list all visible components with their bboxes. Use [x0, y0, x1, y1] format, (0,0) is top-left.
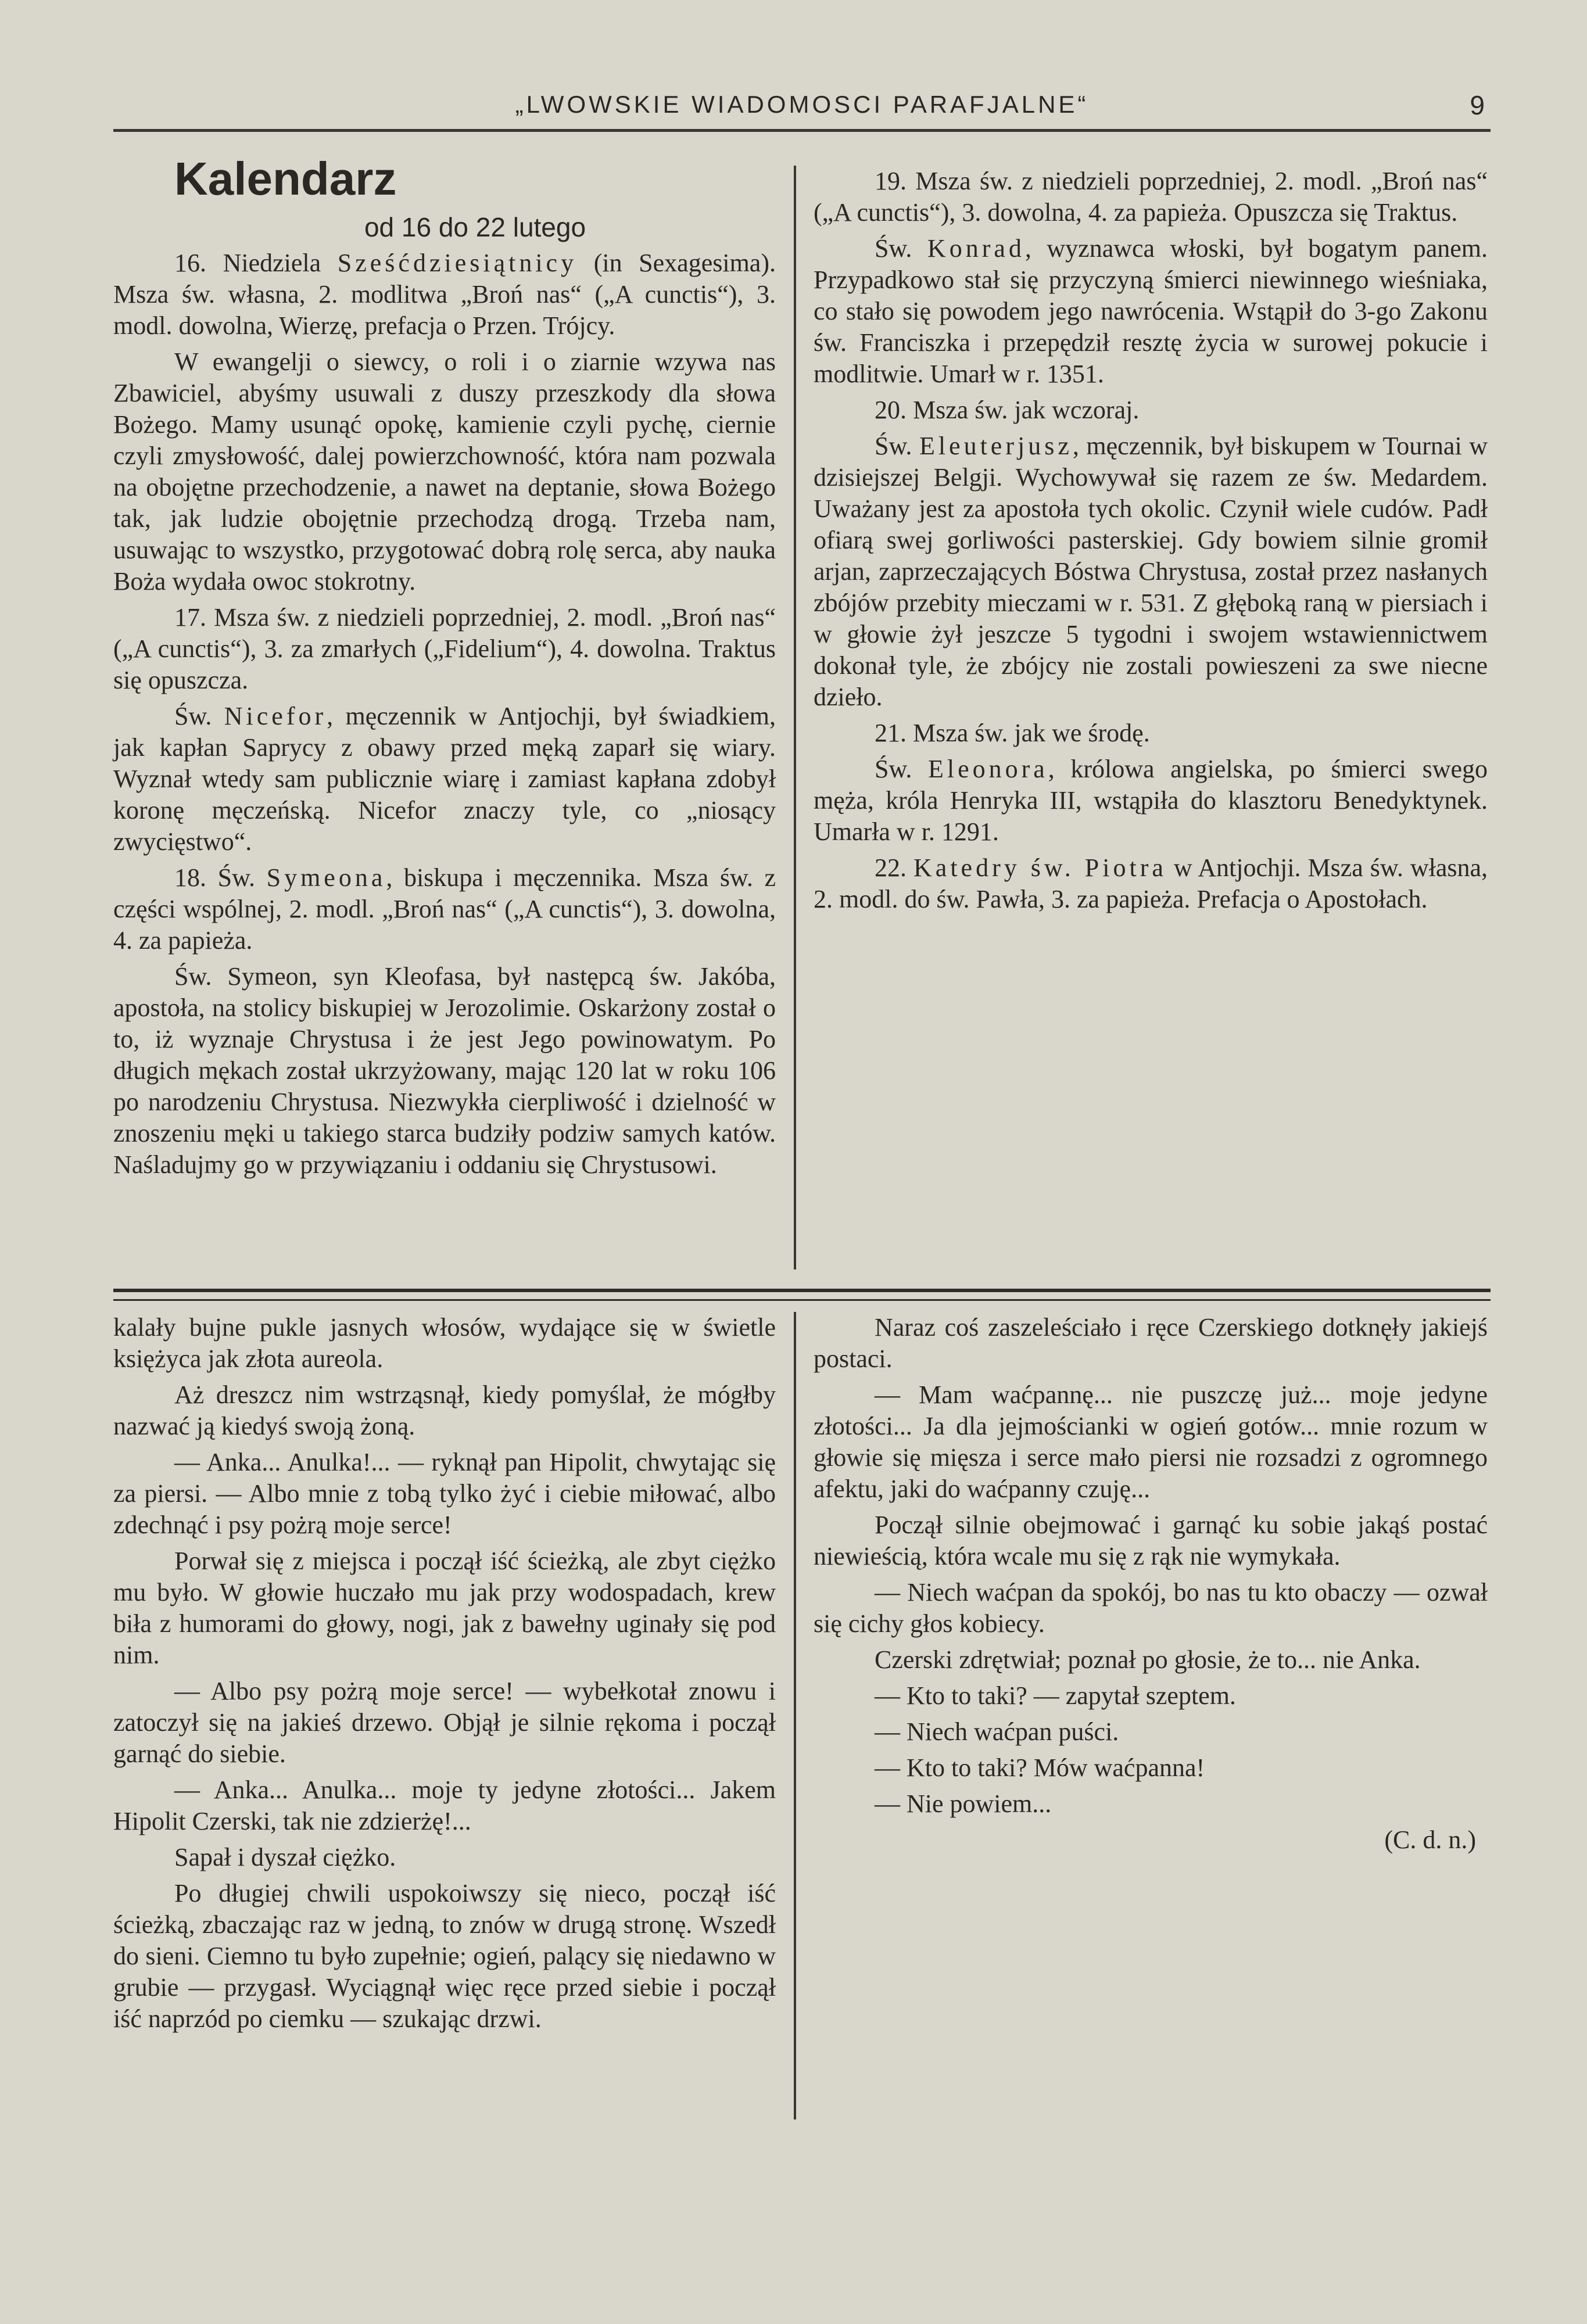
day-19-entry: 19. Msza św. z niedzieli poprzedniej, 2. modl. „Broń nas“ („A cunctis“), 3. dowolna, 4. za papieża. Opuszcza się Traktus.: [814, 167, 1488, 227]
story-paragraph: Po długiej chwili uspokoiwszy się nieco, począł iść ścieżką, zbaczając raz w jedną, to znów w drugą stronę. Wszedł do sieni. Ciemno tu było zupełnie; ogień, palący się niedawno w grubie — przygasł. Wyciągnął więc ręce przed siebie i począł iść naprzód po ciemku — szukając drzwi.: [113, 1879, 776, 2033]
story-paragraph: — Kto to taki? Mów waćpanna!: [875, 1753, 1205, 1782]
column-rule-bottom: [794, 1312, 796, 2119]
story-paragraph: kalały bujne pukle jasnych włosów, wydające się w świetle księżyca jak złota aureola.: [113, 1313, 776, 1373]
calendar-column-right: [814, 166, 1488, 920]
calendar-column-left: [113, 151, 776, 1185]
column-rule-top: [794, 166, 796, 1269]
to-be-continued: (C. d. n.): [1384, 1826, 1476, 1854]
story-paragraph: — Niech waćpan da spokój, bo nas tu kto obaczy — ozwał się cichy głos kobiecy.: [814, 1578, 1488, 1638]
story-paragraph: — Albo psy pożrą moje serce! — wybełkotał znowu i zatoczył się na jakieś drzewo. Objął je silnie rękoma i począł garnąć do siebie.: [113, 1677, 776, 1768]
story-paragraph: — Kto to taki? — zapytał szeptem.: [875, 1681, 1236, 1710]
calendar-subtitle: od 16 do 22 lutego: [364, 212, 586, 242]
story-paragraph: — Niech waćpan puści.: [875, 1717, 1119, 1746]
nicefor-entry: Św. Nicefor, męczennik w Antjochji, był świadkiem, jak kapłan Saprycy z obawy przed męką zaparł się wiary. Wyznał wtedy sam publicznie wiarę i zamiast kapłana zdobył koronę męczeńską. Nicefor znaczy tyle, co „niosący zwycięstwo“.: [113, 702, 776, 856]
story-paragraph: — Mam waćpannę... nie puszczę już... moje jedyne złotości... Ja dla jejmościanki w ogień gotów... mnie rozum w głowie się mięsza i serce mało piersi nie rozsadzi z ogromnego afektu, jaki do waćpanny czuję...: [814, 1380, 1488, 1503]
day-20-entry: 20. Msza św. jak wczoraj.: [875, 396, 1140, 424]
story-paragraph: — Nie powiem...: [875, 1789, 1052, 1818]
day-16-entry: 16. Niedziela Sześćdziesiątnicy (in Sexagesima). Msza św. własna, 2. modlitwa „Broń nas“ („A cunctis“), 3. modl. dowolna, Wierzę, prefacja o Przen. Trójcy.: [113, 249, 776, 340]
story-paragraph: Czerski zdrętwiał; poznał po głosie, że to... nie Anka.: [875, 1645, 1421, 1674]
day-21-entry: 21. Msza św. jak we środę.: [875, 719, 1150, 747]
story-column-right: [814, 1312, 1488, 1860]
symeon-entry: Św. Symeon, syn Kleofasa, był następcą św. Jakóba, apostoła, na stolicy biskupiej w Jerozolimie. Oskarżony został o to, iż wyznaje Chrystusa i że jest Jego powinowatym. Po długich mękach został ukrzyżowany, mając 120 lat w roku 106 po narodzeniu Chrystusa. Niezwykła cierpliwość i dzielność w znoszeniu męki u takiego starca budziły podziw samych katów. Naśladujmy go w przywiązaniu i oddaniu się Chrystusowi.: [113, 962, 776, 1179]
story-paragraph: Sapał i dyszał ciężko.: [174, 1843, 396, 1871]
story-column-left: [113, 1312, 776, 2039]
story-paragraph: — Anka... Anulka!... — ryknął pan Hipolit, chwytając się za piersi. — Albo mnie z tobą tylko żyć i ciebie miłować, albo zdechnąć i psy pożrą moje serce!: [113, 1448, 776, 1539]
story-paragraph: Aż dreszcz nim wstrząsnął, kiedy pomyślał, że mógłby nazwać ją kiedyś swoją żoną.: [113, 1380, 776, 1440]
story-paragraph: — Anka... Anulka... moje ty jedyne złotości... Jakem Hipolit Czerski, tak nie zdzierżę!...: [113, 1776, 776, 1835]
day-22-entry: 22. Katedry św. Piotra w Antjochji. Msza św. własna, 2. modl. do św. Pawła, 3. za papieża. Prefacja o Apostołach.: [814, 853, 1488, 913]
day-17-entry: 17. Msza św. z niedzieli poprzedniej, 2. modl. „Broń nas“ („A cunctis“), 3. za zmarłych („Fidelium“), 4. dowolna. Traktus się opuszcza.: [113, 603, 776, 694]
page-header: [113, 87, 1491, 132]
story-paragraph: Począł silnie obejmować i garnąć ku sobie jakąś postać niewieścią, która wcale mu się z rąk nie wymykała.: [814, 1511, 1488, 1570]
page-number: 9: [1470, 90, 1485, 120]
story-paragraph: Naraz coś zaszeleściało i ręce Czerskiego dotknęły jakiejś postaci.: [814, 1313, 1488, 1373]
day-18-entry: 18. Św. Symeona, biskupa i męczennika. Msza św. z części wspólnej, 2. modl. „Broń nas“ („A cunctis“), 3. dowolna, 4. za papieża.: [113, 863, 776, 955]
calendar-title: Kalendarz: [174, 153, 397, 205]
eleuterjusz-entry: Św. Eleuterjusz, męczennik, był biskupem w Tournai w dzisiejszej Belgji. Wychowywał się razem ze św. Medardem. Uważany jest za apostoła tych okolic. Czynił wiele cudów. Padł ofiarą swej gorliwości pasterskiej. Gdy bowiem silnie gromił arjan, zaprzeczających Bóstwa Chrystusa, został przez nasłanych zbójów przebity mieczami w r. 531. Z głęboką raną w piersiach i w głowie żył jeszcze 5 tygodni i swojem wstawiennictwem dokonał tyle, że zbójcy nie zostali powieszeni za swe niecne dzieło.: [814, 432, 1488, 711]
section-divider: [113, 1289, 1491, 1301]
running-title: „LWOWSKIE WIADOMOSCI PARAFJALNE“: [515, 91, 1089, 118]
konrad-entry: Św. Konrad, wyznawca włoski, był bogatym panem. Przypadkowo stał się przyczyną śmierci niewinnego wieśniaka, co stało się powodem jego nawrócenia. Wstąpił do 3-go Zakonu św. Franciszka i przepędził resztę życia w surowej pokucie i modlitwie. Umarł w r. 1351.: [814, 234, 1488, 388]
story-paragraph: Porwał się z miejsca i począł iść ścieżką, ale zbyt ciężko mu było. W głowie huczało mu jak przy wodospadach, krew biła z humorami do głowy, nogi, jak z bawełny uginały się pod nim.: [113, 1547, 776, 1669]
gospel-paragraph: W ewangelji o siewcy, o roli i o ziarnie wzywa nas Zbawiciel, abyśmy usuwali z duszy przeszkody dla słowa Bożego. Mamy usunąć opokę, kamienie czyli pychę, ciernie czyli zmysłowość, dalej powierzchowność, która nam pozwala na obojętne przechodzenie, a nawet na deptanie, słowa Bożego tak, jak ludzie obojętnie przechodzą drogą. Trzeba nam, usuwając to wszystko, przygotować dobrą rolę serca, aby nauka Boża wydała owoc stokrotny.: [113, 347, 776, 596]
eleonora-entry: Św. Eleonora, królowa angielska, po śmierci swego męża, króla Henryka III, wstąpiła do klasztoru Benedyktynek. Umarła w r. 1291.: [814, 755, 1488, 846]
